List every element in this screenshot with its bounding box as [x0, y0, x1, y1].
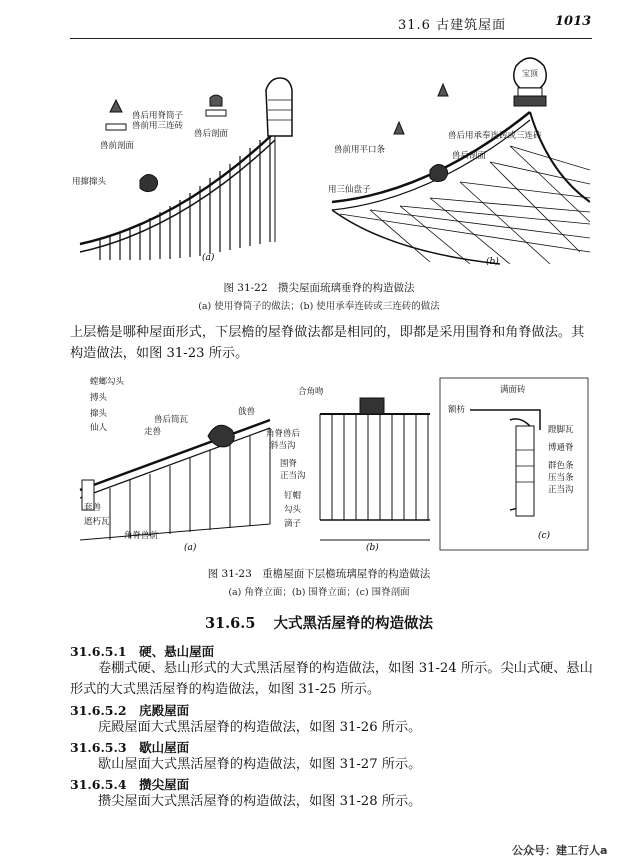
label-b4: 兽后剖面 — [452, 151, 487, 161]
label-2b3: 斜当沟 — [270, 441, 296, 451]
figure-31-22-subcaption: (a) 使用脊筒子的做法；(b) 使用承奉连砖或三连砖的做法 — [198, 301, 440, 312]
label-a3: 兽后剖面 — [194, 129, 229, 139]
section-number: 31.6.5 — [204, 615, 256, 632]
label-2c2: 额枋 — [448, 405, 466, 415]
sub-label-2b: (b) — [366, 543, 379, 553]
subsection-1-title: 硬、悬山屋面 — [139, 644, 215, 659]
figure-31-23b-drawing — [320, 398, 430, 540]
subsection-4-line-1: 攒尖屋面大式黑活屋脊的构造做法，如图 31-28 所示。 — [98, 794, 422, 809]
subsection-3-line-1: 歇山屋面大式黑活屋脊的构造做法，如图 31-27 所示。 — [98, 757, 422, 772]
label-2a10: 角脊兽前 — [124, 531, 159, 541]
label-2c6: 压当条 — [548, 473, 574, 483]
label-2c4: 博通脊 — [548, 443, 574, 453]
page-number: 1013 — [555, 14, 592, 29]
figure-31-23c-labels — [448, 384, 574, 495]
label-a5: 用撺撺头 — [72, 177, 107, 187]
sub-label-a: (a) — [202, 253, 215, 263]
subsection-2-line-1: 庑殿屋面大式黑活屋脊的构造做法，如图 31-26 所示。 — [98, 720, 422, 735]
subsection-3-title: 歇山屋面 — [139, 740, 190, 755]
label-2a3: 撺头 — [90, 409, 108, 419]
label-b2: 兽后用承奉连砖或三连砖 — [448, 131, 542, 141]
figure-31-23-subcaption: (a) 角脊立面；(b) 围脊立面；(c) 围脊剖面 — [228, 587, 410, 598]
subsection-2-body — [70, 717, 610, 738]
sub-label-b: (b) — [486, 257, 499, 267]
label-b5: 用三仙盘子 — [328, 185, 371, 195]
subsection-3-body — [70, 754, 610, 775]
label-2a2: 搏头 — [90, 393, 108, 403]
page-header — [0, 12, 638, 32]
figure-31-22b-drawing — [332, 58, 590, 264]
subsection-1-line-1: 卷棚式硬、悬山形式的大式黑活屋脊的构造做法，如图 31-24 所示。尖山式硬、悬山 — [98, 661, 593, 676]
label-2c1: 满面砖 — [500, 385, 526, 395]
label-2b1: 合角吻 — [298, 387, 324, 397]
label-2a1: 螳螂勾头 — [90, 377, 125, 387]
subsection-4-title: 攒尖屋面 — [139, 777, 190, 792]
sub-label-2c: (c) — [538, 531, 551, 541]
label-2b7: 勾头 — [284, 505, 302, 515]
figure-31-23b-labels — [266, 386, 324, 529]
label-2a5: 走兽 — [144, 427, 162, 437]
label-a1: 兽后用脊筒子 — [132, 111, 184, 121]
figure-31-23 — [70, 370, 590, 562]
subsection-2-number: 31.6.5.2 — [70, 703, 127, 718]
subsection-3-number: 31.6.5.3 — [70, 740, 127, 755]
label-2a9: 遮朽瓦 — [84, 517, 110, 527]
label-2c5: 群色条 — [548, 461, 574, 471]
label-2c3: 蹬脚瓦 — [548, 425, 574, 435]
section-title: 大式黑活屋脊的构造做法 — [273, 615, 434, 632]
subsection-1-number: 31.6.5.1 — [70, 644, 127, 659]
sub-label-2a: (a) — [184, 543, 197, 553]
label-2b4: 围脊 — [280, 459, 298, 469]
label-b1: 宝顶 — [522, 69, 538, 78]
running-head: 31.6 古建筑屋面 — [398, 18, 507, 33]
subsection-1-body — [70, 658, 610, 700]
watermark-footer: 公众号：建工行人a — [512, 844, 608, 857]
subsection-4-body — [70, 791, 610, 812]
paragraph-1-line-1: 上层檐是哪种屋面形式，下层檐的屋脊做法都是相同的，即都是采用围脊和角脊做法。其 — [70, 325, 585, 340]
label-a2: 兽前用三连砖 — [132, 121, 184, 131]
subsection-4-number: 31.6.5.4 — [70, 777, 127, 792]
paragraph-1 — [70, 322, 600, 364]
figure-31-22-caption: 图 31-22 攒尖屋面琉璃垂脊的构造做法 — [223, 282, 415, 294]
figure-31-22a-drawing — [80, 78, 292, 260]
section-heading — [0, 612, 638, 633]
label-2c7: 正当沟 — [548, 485, 574, 495]
label-2b2: 角脊兽后 — [266, 429, 301, 439]
label-a4: 兽前剖面 — [100, 141, 135, 151]
paragraph-1-line-2: 构造做法，如图 31-23 所示。 — [70, 346, 249, 361]
label-2a4: 仙人 — [90, 423, 108, 433]
figure-31-22 — [70, 52, 590, 274]
figure-31-23-caption: 图 31-23 重檐屋面下层檐琉璃屋脊的构造做法 — [207, 568, 431, 580]
subsection-2-title: 庑殿屋面 — [139, 703, 190, 718]
label-2a6: 兽后筒瓦 — [154, 415, 189, 425]
subsection-1-line-2: 形式的大式黑活屋脊的构造做法，如图 31-25 所示。 — [70, 682, 381, 697]
label-2b6: 钉帽 — [284, 491, 302, 501]
label-b3: 兽前用平口条 — [334, 145, 386, 155]
label-2b8: 滴子 — [284, 519, 302, 529]
label-2a8: 套兽 — [84, 503, 102, 513]
header-rule — [70, 38, 592, 39]
label-2b5: 正当沟 — [280, 471, 306, 481]
label-2a7: 戗兽 — [238, 407, 256, 417]
